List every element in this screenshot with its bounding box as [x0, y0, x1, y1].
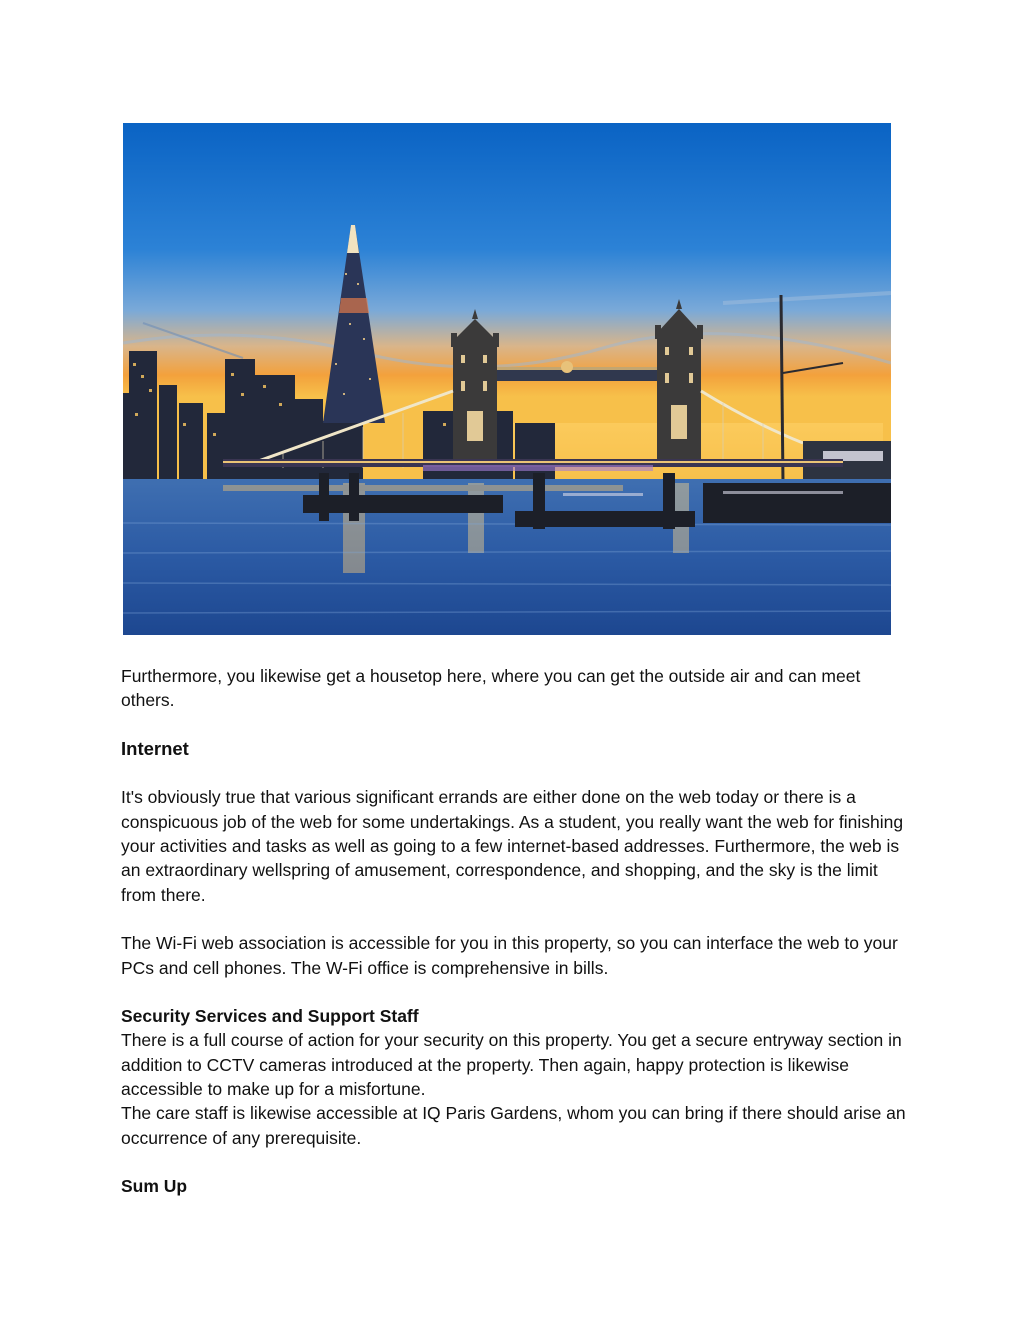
london-skyline-photo — [123, 123, 891, 635]
paragraph-internet: It's obviously true that various significant errands are either done on the web today or there is a conspicuous job of the web for some undertakings. As a student, you really want the web for finishing your activities and tasks as well as going to a few internet-based addresses. Furthermore, the web is an extraordinary wellspring of amusement, correspondence, and shopping, and the sky is the limit from there. — [121, 787, 904, 905]
heading-security: Security Services and Support Staff — [121, 1006, 419, 1027]
spacer — [121, 761, 911, 785]
spacer — [121, 1150, 911, 1174]
spacer — [121, 713, 911, 737]
paragraph-rooftop: Furthermore, you likewise get a housetop here, where you can get the outside air and can meet others. — [121, 666, 861, 711]
paragraph-care-staff: The care staff is likewise accessible at IQ Paris Gardens, whom you can bring if there should arise an occurrence of any prerequisite. — [121, 1103, 906, 1148]
document-body — [121, 664, 911, 1199]
paragraph-wifi: The Wi-Fi web association is accessible for you in this property, so you can interface the web to your PCs and cell phones. The W-Fi office is comprehensive in bills. — [121, 933, 898, 978]
spacer — [121, 907, 911, 931]
spacer — [121, 980, 911, 1004]
heading-sum-up: Sum Up — [121, 1176, 188, 1197]
skyline-illustration — [123, 123, 891, 635]
heading-internet: Internet — [121, 737, 189, 759]
paragraph-security: There is a full course of action for your security on this property. You get a secure entryway section in addition to CCTV cameras introduced at the property. Then again, happy protection is likewise accessible to make up for a misfortune. — [121, 1030, 902, 1100]
